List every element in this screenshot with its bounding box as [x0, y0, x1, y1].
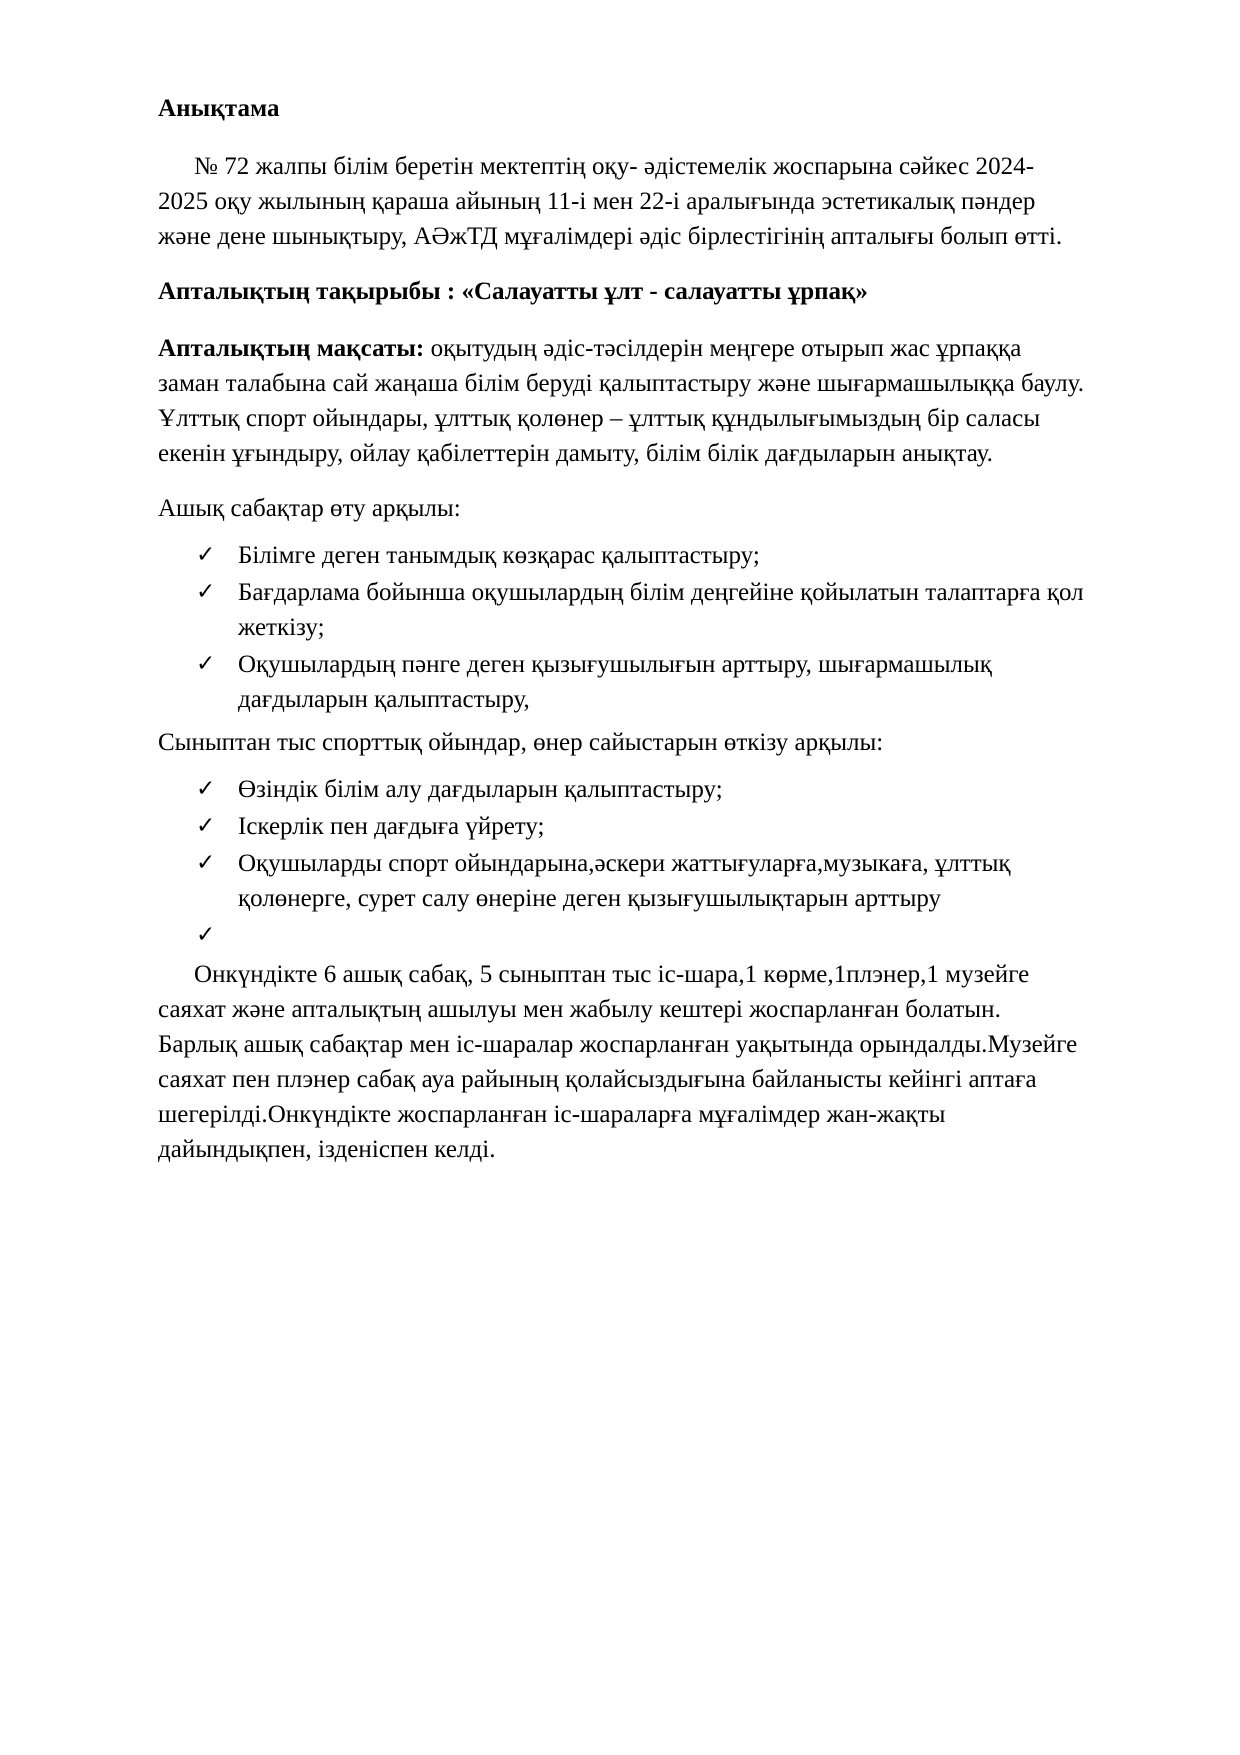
check-icon: ✓ — [196, 813, 216, 839]
list-item-text: Бағдарлама бойынша оқушылардың білім деңгейіне қойылатын талаптарға қол жеткізу; — [238, 579, 1084, 641]
check-icon: ✓ — [196, 651, 216, 677]
list-item-text: Іскерлік пен дағдыға үйрету; — [238, 813, 545, 840]
theme-heading: Апталықтың тақырыбы : «Салауатты ұлт - салауатты ұрпақ» — [158, 278, 868, 305]
page-title: Анықтама — [158, 95, 280, 122]
intro-paragraph: № 72 жалпы білім беретін мектептің оқу- әдістемелік жоспарына сәйкес 2024-2025 оқу жылының қараша айының 11-і мен 22-і аралығында эстетикалық пәндер және дене шынықтыру, АӘжТД мұғалімдері әдіс бірлестігінің апталығы болып өтті. — [158, 153, 1063, 250]
list-item — [158, 772, 1084, 807]
check-icon: ✓ — [196, 776, 216, 802]
list-item-text: Оқушылардың пәнге деген қызығушылығын арттыру, шығармашылық дағдыларын қалыптастыру, — [238, 651, 992, 713]
section1-list — [158, 538, 1084, 717]
check-icon: ✓ — [196, 850, 216, 876]
purpose-text: оқытудың әдіс-тәсілдерін меңгере отырып жас ұрпаққа заман талабына сай жаңаша білім беруді қалыптастыру және шығармашылыққа баулу. Ұлттық спорт ойындары, ұлттық қолөнер – ұлттық құндылығымыздың бір саласы екенін ұғындыру, ойлау қабілеттерін дамыту, білім білік дағдыларын анықтау. — [158, 335, 1084, 467]
list-item-text: Оқушыларды спорт ойындарына,әскери жаттығуларға,музыкаға, ұлттық қолөнерге, сурет салу өнеріне деген қызығушылықтарын арттыру — [238, 850, 1011, 912]
section2-lead: Сыныптан тыс спорттық ойындар, өнер сайыстарын өткізу арқылы: — [158, 729, 884, 756]
list-item — [158, 846, 1084, 916]
list-item-text: Білімге деген танымдық көзқарас қалыптастыру; — [238, 542, 760, 569]
list-item-empty — [158, 918, 1084, 953]
check-icon: ✓ — [196, 542, 216, 568]
list-item-text: Өзіндік білім алу дағдыларын қалыптастыру; — [238, 776, 723, 803]
section1-lead: Ашық сабақтар өту арқылы: — [158, 495, 461, 522]
document-body — [158, 96, 1084, 1187]
list-item — [158, 538, 1084, 573]
list-item — [158, 809, 1084, 844]
final-paragraph: Онкүндікте 6 ашық сабақ, 5 сыныптан тыс іс-шара,1 көрме,1плэнер,1 музейге саяхат және апталықтың ашылуы мен жабылу кештері жоспарланған болатын. Барлық ашық сабақтар мен іс-шаралар жоспарланған уақытында орындалды.Музейге саяхат пен плэнер сабақ ауа райының қолайсыздығына байланысты кейінгі аптаға шегерілді.Онкүндікте жоспарланған іс-шараларға мұғалімдер жан-жақты дайындықпен, ізденіспен келді. — [158, 961, 1078, 1163]
check-icon: ✓ — [196, 922, 216, 948]
list-item — [158, 647, 1084, 717]
check-icon: ✓ — [196, 579, 216, 605]
purpose-paragraph — [158, 331, 1084, 471]
section2-list — [158, 772, 1084, 953]
list-item — [158, 575, 1084, 645]
purpose-label: Апталықтың мақсаты: — [158, 335, 425, 362]
